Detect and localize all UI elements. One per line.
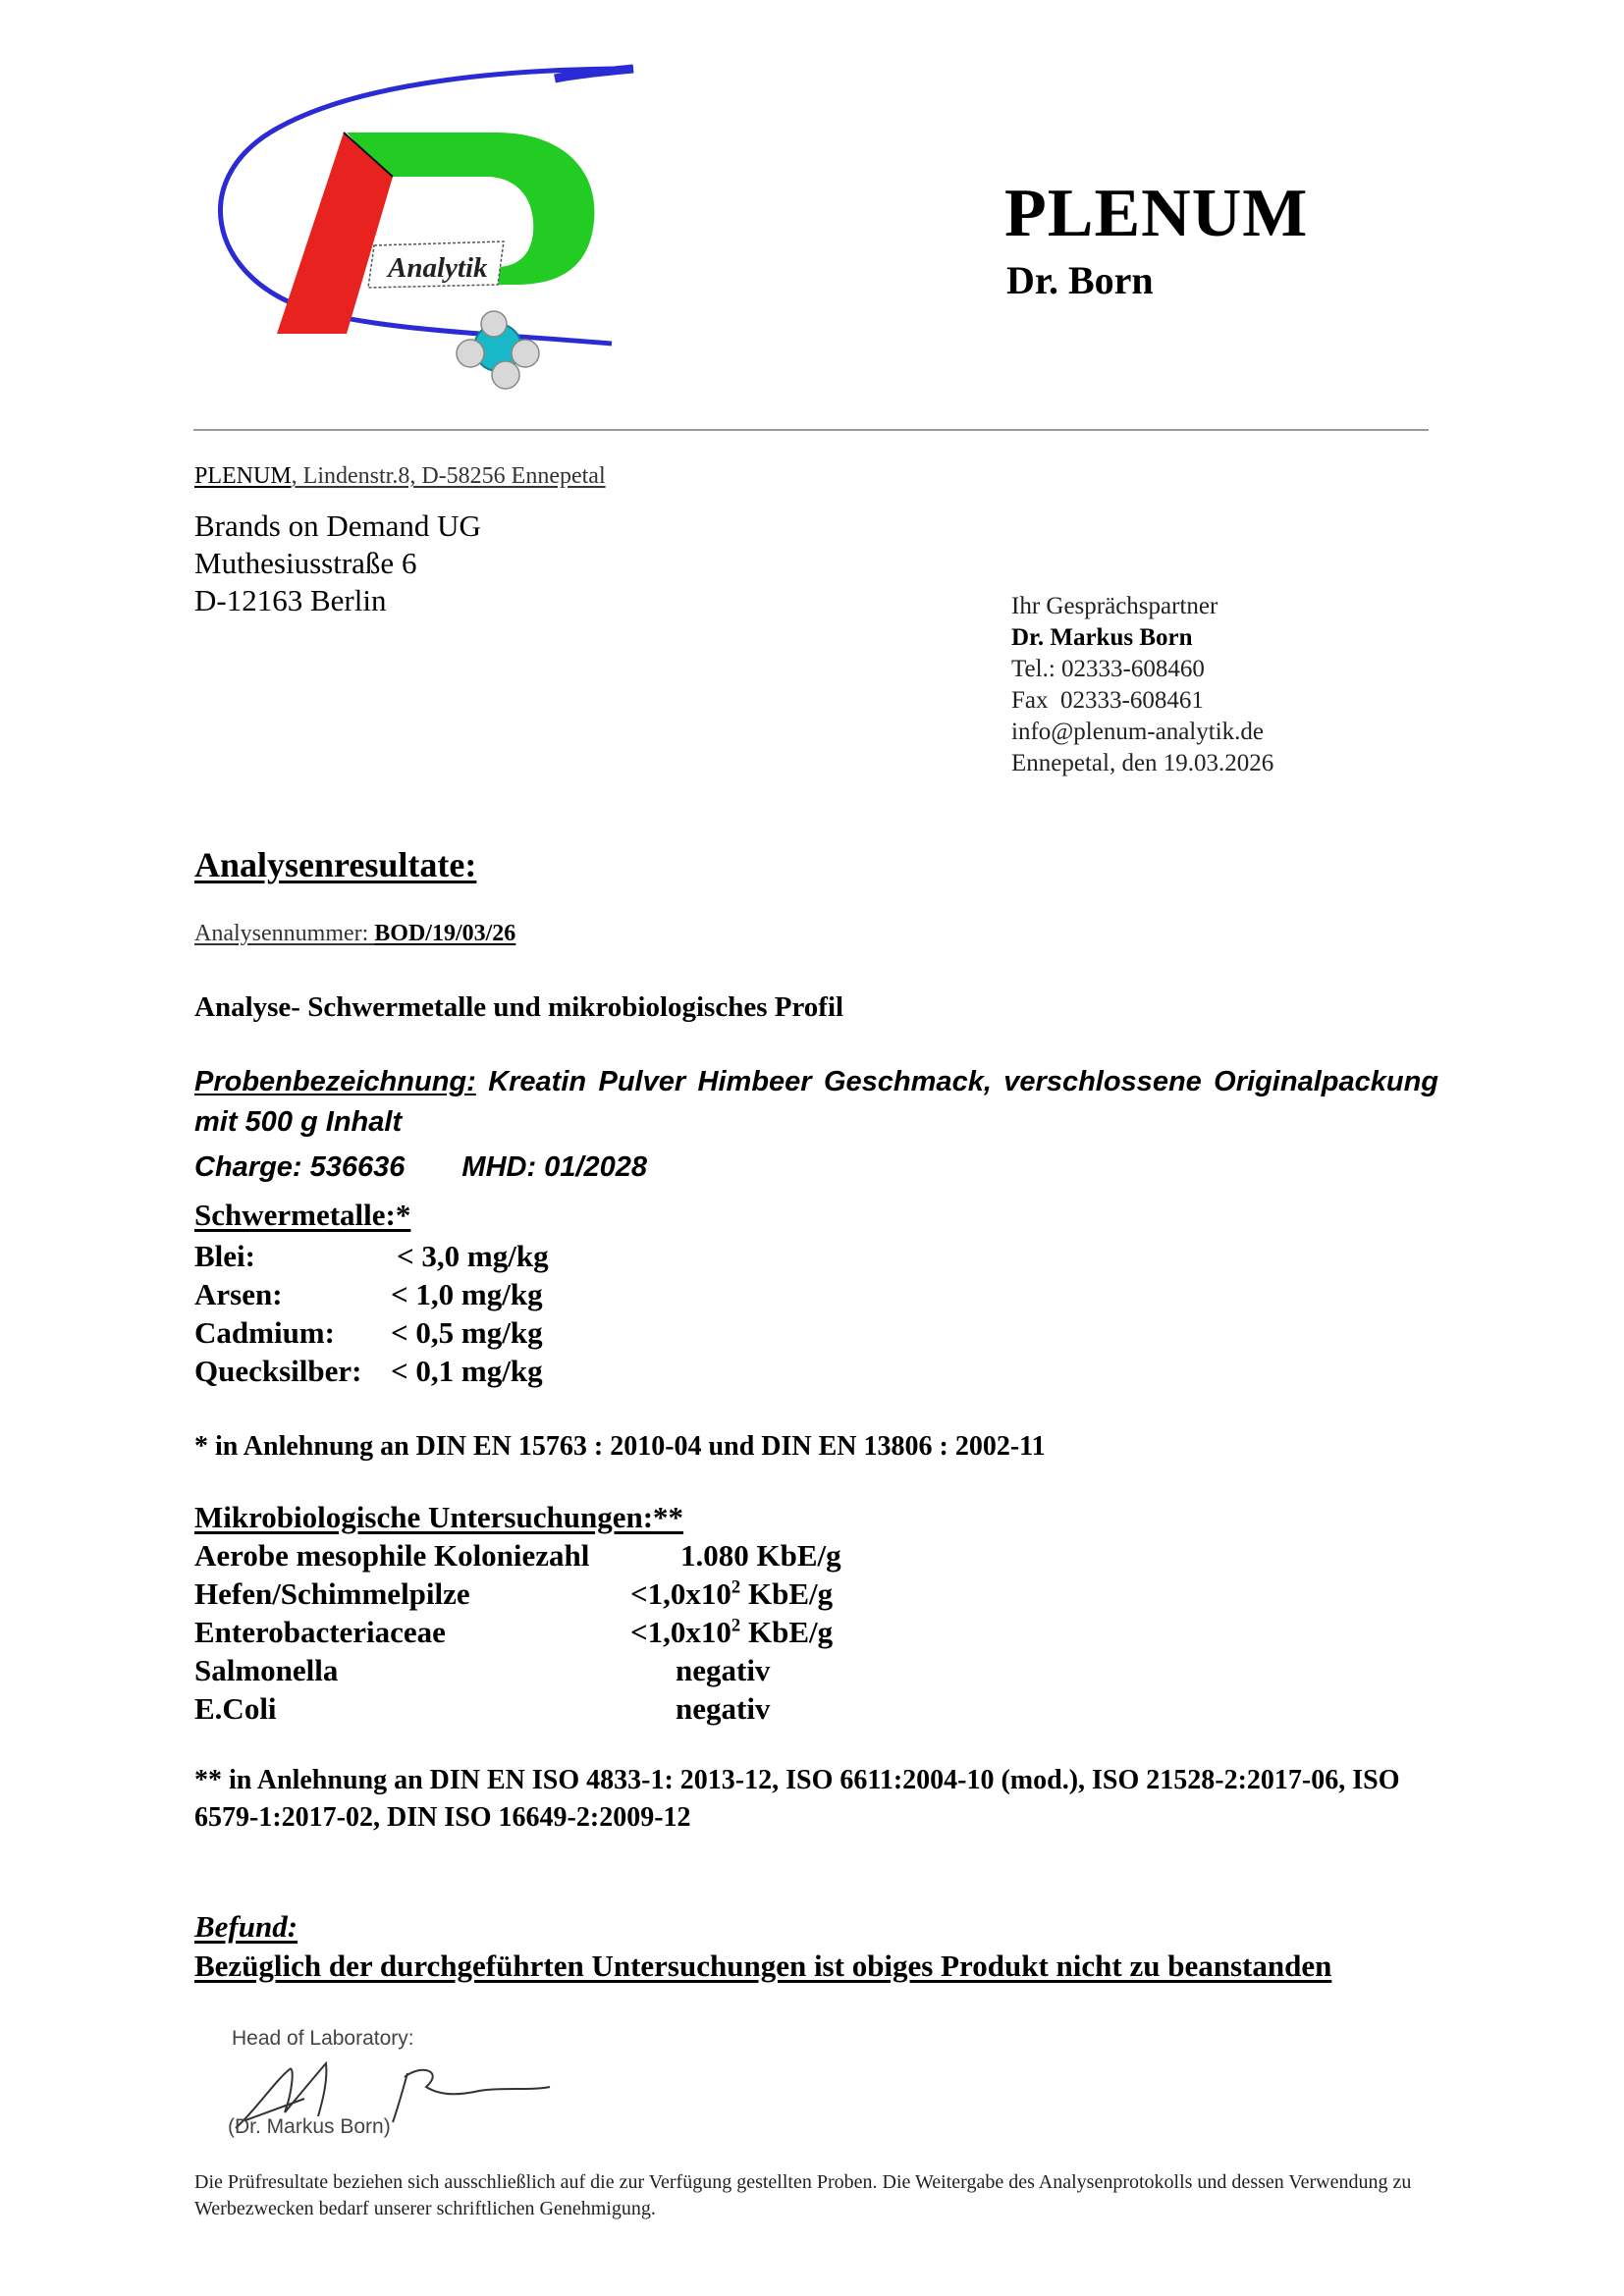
- recipient-address: [194, 507, 481, 619]
- charge-row: [194, 1151, 647, 1184]
- results-title: Analysenresultate:: [194, 845, 477, 884]
- metal-value: < 0,1 mg/kg: [391, 1354, 543, 1388]
- metal-label: Cadmium:: [194, 1315, 335, 1350]
- metal-label: Arsen:: [194, 1277, 283, 1311]
- sender-line: [194, 463, 606, 490]
- heavy-metal-row: [194, 1354, 543, 1389]
- microbiology-title: Mikrobiologische Untersuchungen:**: [194, 1500, 684, 1534]
- footer-disclaimer: Die Prüfresultate beziehen sich ausschließlich auf die zur Verfügung gestellten Proben. Die Weitergabe des Analysenprotokolls und dessen Verwendung zu Werbezwecken bedarf unserer schriftlichen Genehmigung.: [194, 2171, 1412, 2219]
- charge-number: Charge: 536636: [194, 1151, 406, 1183]
- micro-label: Hefen/Schimmelpilze: [194, 1576, 470, 1611]
- micro-label: E.Coli: [194, 1691, 277, 1726]
- finding-text: Bezüglich der durchgeführten Untersuchungen ist obiges Produkt nicht zu beanstanden: [194, 1949, 1332, 1983]
- metal-label: Blei:: [194, 1239, 255, 1273]
- micro-label: Aerobe mesophile Koloniezahl: [194, 1538, 590, 1573]
- brand-subtitle: Dr. Born: [1006, 258, 1154, 302]
- signature-name: (Dr. Markus Born): [228, 2115, 391, 2138]
- heavy-metals-note: * in Anlehnung an DIN EN 15763 : 2010-04 und DIN EN 13806 : 2002-11: [194, 1431, 1046, 1462]
- micro-value: negativ: [676, 1653, 771, 1687]
- metal-label: Quecksilber:: [194, 1354, 362, 1388]
- micro-value: 1.080 KbE/g: [680, 1538, 841, 1573]
- micro-value: $<1,0x10^2$ KbE/g: [630, 1576, 834, 1611]
- microbiology-row: [194, 1691, 1078, 1727]
- sample-label: Probenbezeichnung:: [194, 1066, 476, 1097]
- plenum-analytik-logo: [201, 59, 653, 412]
- micro-value: $<1,0x10^2$ KbE/g: [630, 1615, 834, 1649]
- signature-heading: Head of Laboratory:: [232, 2027, 414, 2050]
- metal-value: < 1,0 mg/kg: [391, 1277, 543, 1311]
- microbiology-row: [194, 1576, 1078, 1612]
- microbiology-note: ** in Anlehnung an DIN EN ISO 4833-1: 2013-12, ISO 6611:2004-10 (mod.), ISO 21528-2:2017-06, ISO 6579-1:2017-02, DIN ISO 16649-2:2009-12: [194, 1765, 1400, 1833]
- sample-description: [194, 1062, 1438, 1143]
- heavy-metal-row: [194, 1277, 543, 1312]
- contact-place-date: Ennepetal, den 19.03.2026: [1011, 750, 1274, 776]
- microbiology-row: [194, 1615, 1078, 1650]
- micro-value: negativ: [676, 1691, 771, 1726]
- finding-label: Befund:: [194, 1909, 298, 1944]
- contact-intro: Ihr Gesprächspartner: [1011, 593, 1218, 619]
- brand-name: PLENUM: [1004, 176, 1309, 251]
- recipient-line-3: D-12163 Berlin: [194, 583, 387, 617]
- micro-label: Salmonella: [194, 1653, 339, 1687]
- analysis-number-value: BOD/19/03/26: [374, 921, 516, 946]
- logo-text: Analytik: [388, 252, 488, 284]
- metal-value: < 0,5 mg/kg: [391, 1315, 543, 1350]
- micro-label: Enterobacteriaceae: [194, 1615, 446, 1649]
- heavy-metals-title: Schwermetalle:*: [194, 1198, 411, 1232]
- analysis-number-label: Analysennummer:: [194, 921, 375, 946]
- best-before: MHD: 01/2028: [461, 1151, 647, 1183]
- recipient-line-1: Brands on Demand UG: [194, 508, 481, 543]
- recipient-line-2: Muthesiusstraße 6: [194, 546, 417, 580]
- microbiology-row: [194, 1538, 1078, 1574]
- sender-brand: PLENUM: [194, 463, 292, 489]
- header-divider: [193, 429, 1429, 431]
- metal-value: < 3,0 mg/kg: [397, 1239, 549, 1273]
- analysis-title: Analyse- Schwermetalle und mikrobiologisches Profil: [194, 991, 844, 1023]
- analysis-number: [194, 921, 515, 947]
- contact-email: info@plenum-analytik.de: [1011, 719, 1264, 745]
- contact-tel: Tel.: 02333-608460: [1011, 656, 1205, 682]
- contact-block: [1011, 591, 1273, 779]
- heavy-metal-row: [194, 1315, 543, 1351]
- contact-name: Dr. Markus Born: [1011, 624, 1193, 651]
- heavy-metal-row: [194, 1239, 549, 1274]
- sample-text: Kreatin Pulver Himbeer Geschmack, verschlossene Originalpackung mit 500 g Inhalt: [194, 1066, 1438, 1138]
- contact-fax: Fax 02333-608461: [1011, 687, 1204, 714]
- microbiology-row: [194, 1653, 1078, 1688]
- sender-address: , Lindenstr.8, D-58256 Ennepetal: [291, 463, 606, 489]
